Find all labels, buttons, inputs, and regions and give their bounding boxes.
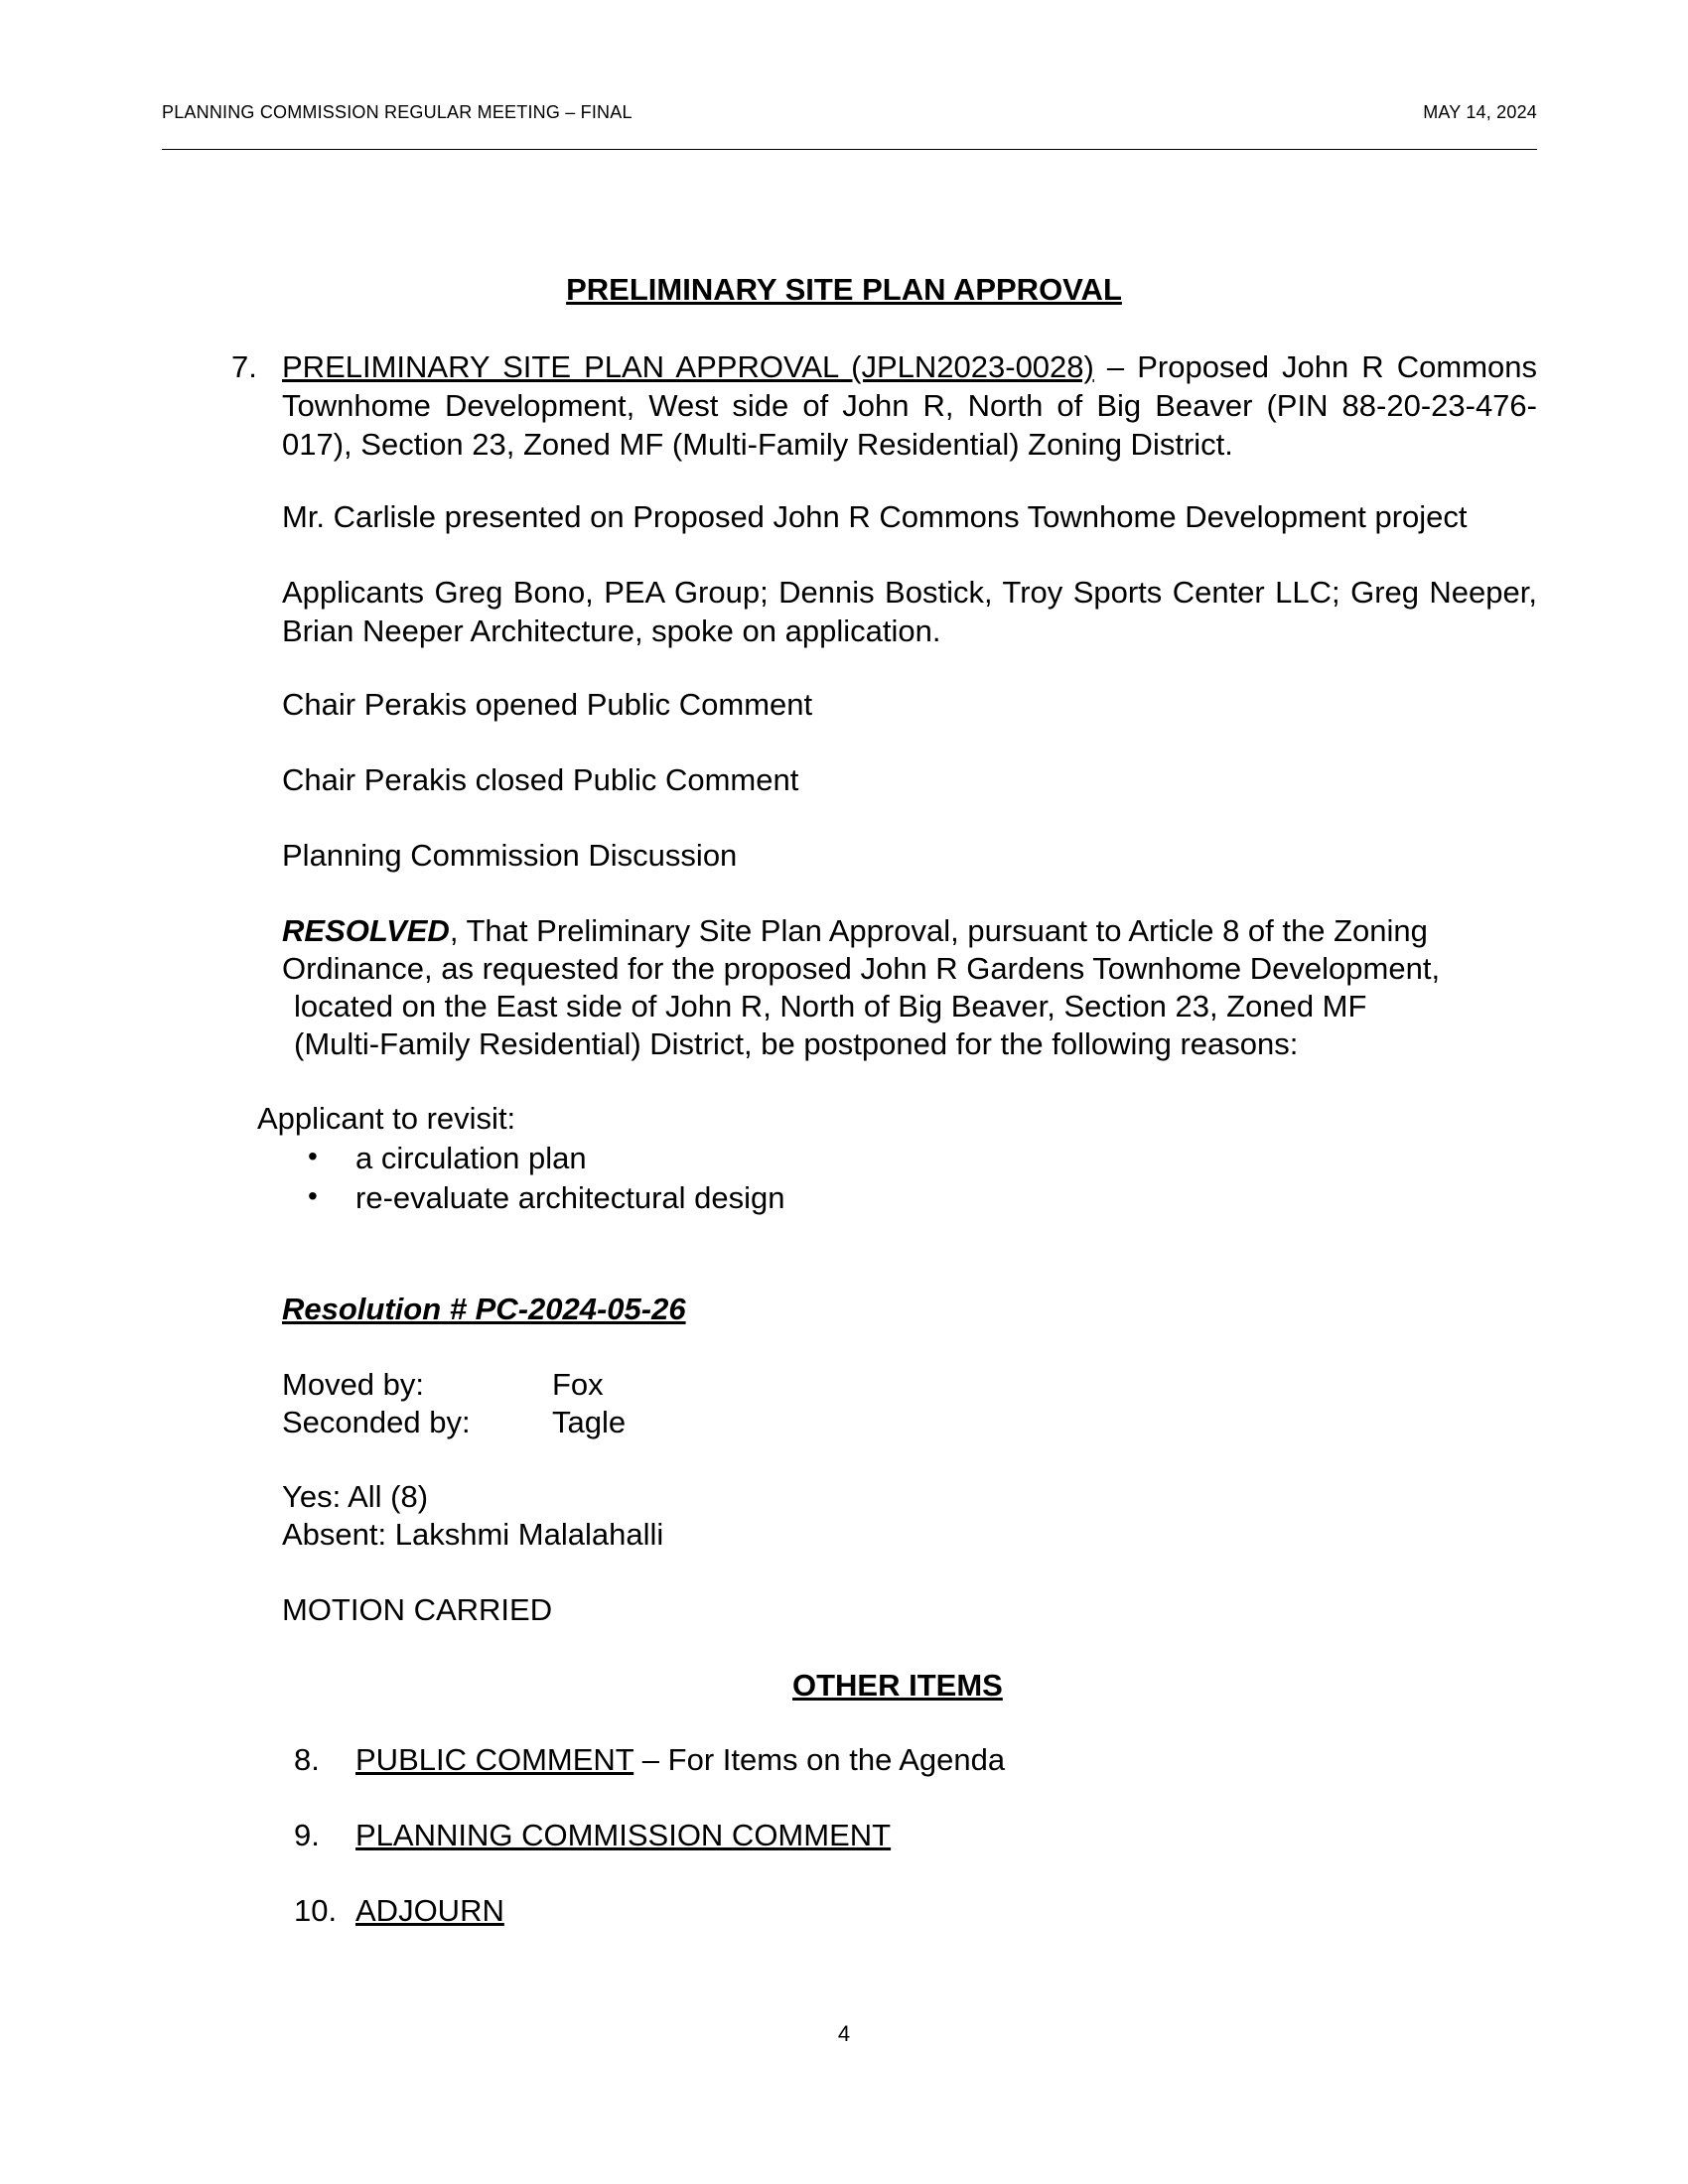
- item-9-number: 9.: [294, 1818, 320, 1852]
- item-8-description: – For Items on the Agenda: [633, 1742, 1006, 1777]
- resolved-line-1-text: , That Preliminary Site Plan Approval, pursuant to Article 8 of the Zoning: [449, 913, 1428, 948]
- item-10-number: 10.: [294, 1893, 338, 1928]
- moved-by-label: Moved by:: [282, 1367, 425, 1402]
- resolved-line-3: located on the East side of John R, North of Big Beaver, Section 23, Zoned MF: [294, 989, 1367, 1024]
- vote-absent: Absent: Lakshmi Malalahalli: [282, 1517, 664, 1552]
- item-7-link[interactable]: PRELIMINARY SITE PLAN APPROVAL (JPLN2023-0028): [282, 349, 1094, 384]
- resolved-line-2: Ordinance, as requested for the proposed John R Gardens Townhome Development,: [282, 951, 1441, 986]
- revisit-item: re-evaluate architectural design: [355, 1180, 785, 1215]
- presented-text: Mr. Carlisle presented on Proposed John R Commons Townhome Development project: [282, 499, 1468, 534]
- item-8-text: [355, 1740, 1005, 1779]
- resolved-line-4: (Multi-Family Residential) District, be postponed for the following reasons:: [294, 1026, 1299, 1061]
- running-header-title: PLANNING COMMISSION REGULAR MEETING – FINAL: [162, 102, 633, 122]
- bullet-icon: •: [308, 1180, 318, 1211]
- resolved-line-1: [282, 911, 1428, 950]
- vote-yes: Yes: All (8): [282, 1479, 429, 1514]
- public-comment-opened: Chair Perakis opened Public Comment: [282, 687, 813, 722]
- item-8-link[interactable]: PUBLIC COMMENT: [355, 1742, 634, 1777]
- item-8-number: 8.: [294, 1742, 320, 1777]
- motion-result: MOTION CARRIED: [282, 1592, 553, 1627]
- resolution-number: Resolution # PC-2024-05-26: [282, 1292, 686, 1326]
- revisit-item: a circulation plan: [355, 1141, 587, 1175]
- item-9-link[interactable]: PLANNING COMMISSION COMMENT: [355, 1818, 892, 1852]
- page-number: 4: [837, 2021, 851, 2046]
- revisit-label: Applicant to revisit:: [257, 1101, 516, 1136]
- item-7-text: [282, 347, 1537, 464]
- item-7-number: 7.: [231, 349, 257, 384]
- seconded-by-value: Tagle: [552, 1405, 627, 1439]
- running-header-date: MAY 14, 2024: [1423, 102, 1537, 122]
- item-10-link[interactable]: ADJOURN: [355, 1893, 504, 1928]
- applicants-text: Applicants Greg Bono, PEA Group; Dennis Bostick, Troy Sports Center LLC; Greg Neeper, Brian Neeper Architecture, spoke on application.: [282, 575, 1537, 648]
- bullet-icon: •: [308, 1141, 318, 1171]
- moved-by-value: Fox: [552, 1367, 604, 1402]
- section-title-preliminary: PRELIMINARY SITE PLAN APPROVAL: [566, 272, 1122, 307]
- header-divider: [162, 149, 1537, 150]
- seconded-by-label: Seconded by:: [282, 1405, 471, 1439]
- item-7-description: – Proposed John R Commons Townhome Development, West side of John R, North of Big Beaver (PIN 88-20-23-476-017), Section 23, Zoned MF (Multi-Family Residential) Zoning District.: [282, 349, 1537, 462]
- commission-discussion: Planning Commission Discussion: [282, 838, 738, 873]
- resolved-word: RESOLVED: [282, 913, 450, 948]
- section-title-other-items: OTHER ITEMS: [792, 1668, 1003, 1703]
- public-comment-closed: Chair Perakis closed Public Comment: [282, 762, 799, 797]
